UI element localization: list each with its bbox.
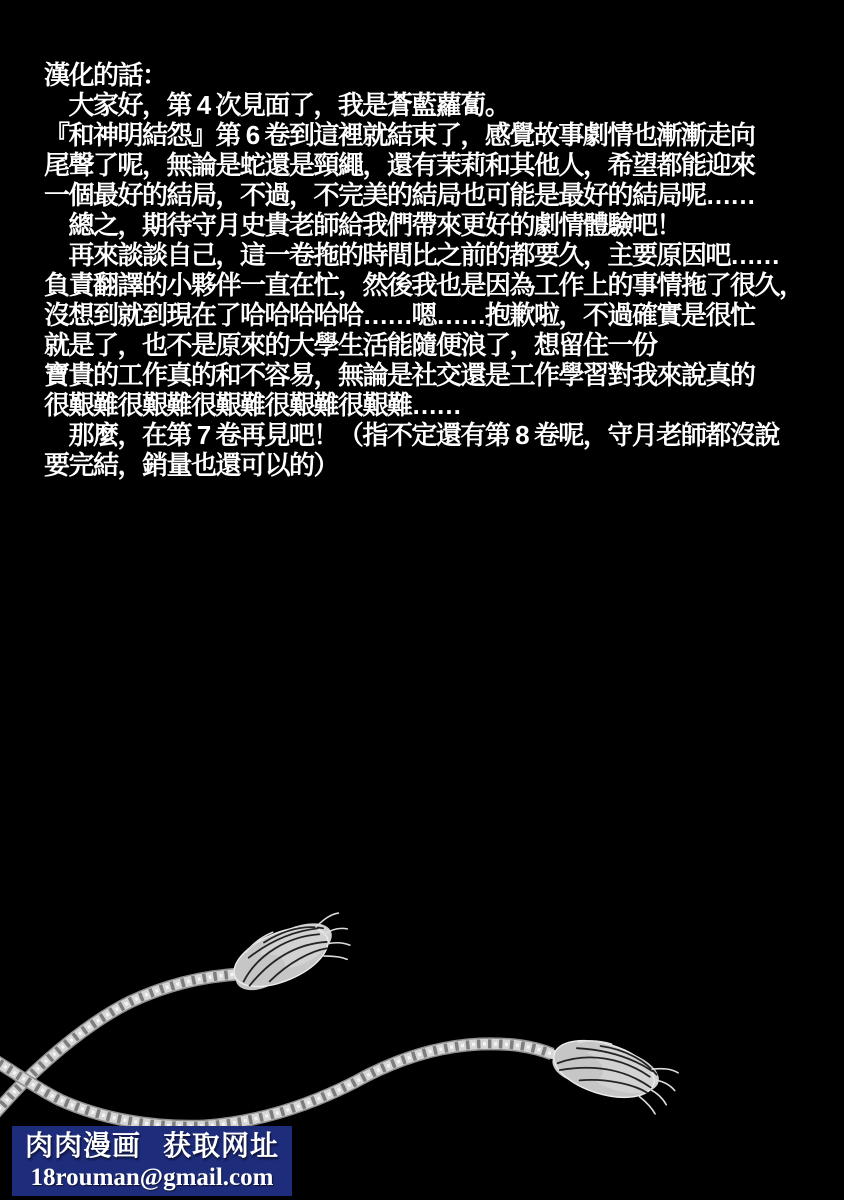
- note-line: 沒想到就到現在了哈哈哈哈哈……嗯……抱歉啦，不過確實是很忙: [44, 300, 755, 330]
- note-line: 一個最好的結局，不過，不完美的結局也可能是最好的結局呢……: [44, 180, 755, 210]
- translator-note: [44, 60, 820, 480]
- rope-strand-lower: [0, 1044, 552, 1126]
- watermark-site-name: 肉肉漫画: [24, 1130, 141, 1161]
- note-line: 負責翻譯的小夥伴一直在忙，然後我也是因為工作上的事情拖了很久，: [44, 270, 804, 300]
- watermark-tagline: 获取网址: [163, 1130, 280, 1161]
- note-line: 總之，期待守月史貴老師給我們帶來更好的劇情體驗吧！: [44, 210, 682, 240]
- rope-strand-upper: [0, 974, 240, 1130]
- tassel-right: [546, 1029, 682, 1117]
- watermark-banner: [12, 1126, 292, 1196]
- note-line: 尾聲了呢，無論是蛇還是頸繩，還有茉莉和其他人，希望都能迎來: [44, 150, 755, 180]
- note-line: 就是了，也不是原來的大學生活能隨便浪了，想留住一份: [44, 330, 657, 360]
- note-line: 漢化的話：: [44, 60, 167, 90]
- note-line: 那麼，在第 7 卷再見吧！（指不定還有第 8 卷呢，守月老師都沒說: [44, 420, 779, 450]
- tassel-left: [224, 905, 358, 1003]
- note-line: 大家好，第 4 次見面了，我是蒼藍蘿蔔。: [44, 90, 510, 120]
- watermark-email: 18rouman@gmail.com: [30, 1164, 274, 1191]
- note-line: 寶貴的工作真的和不容易，無論是社交還是工作學習對我來說真的: [44, 360, 755, 390]
- note-line: 『和神明結怨』第 6 卷到這裡就結束了，感覺故事劇情也漸漸走向: [44, 120, 755, 150]
- note-line: 很艱難很艱難很艱難很艱難很艱難……: [44, 390, 461, 420]
- note-line: 再來談談自己，這一卷拖的時間比之前的都要久，主要原因吧……: [44, 240, 780, 270]
- note-line: 要完結，銷量也還可以的）: [44, 450, 339, 480]
- watermark-title: [12, 1129, 292, 1163]
